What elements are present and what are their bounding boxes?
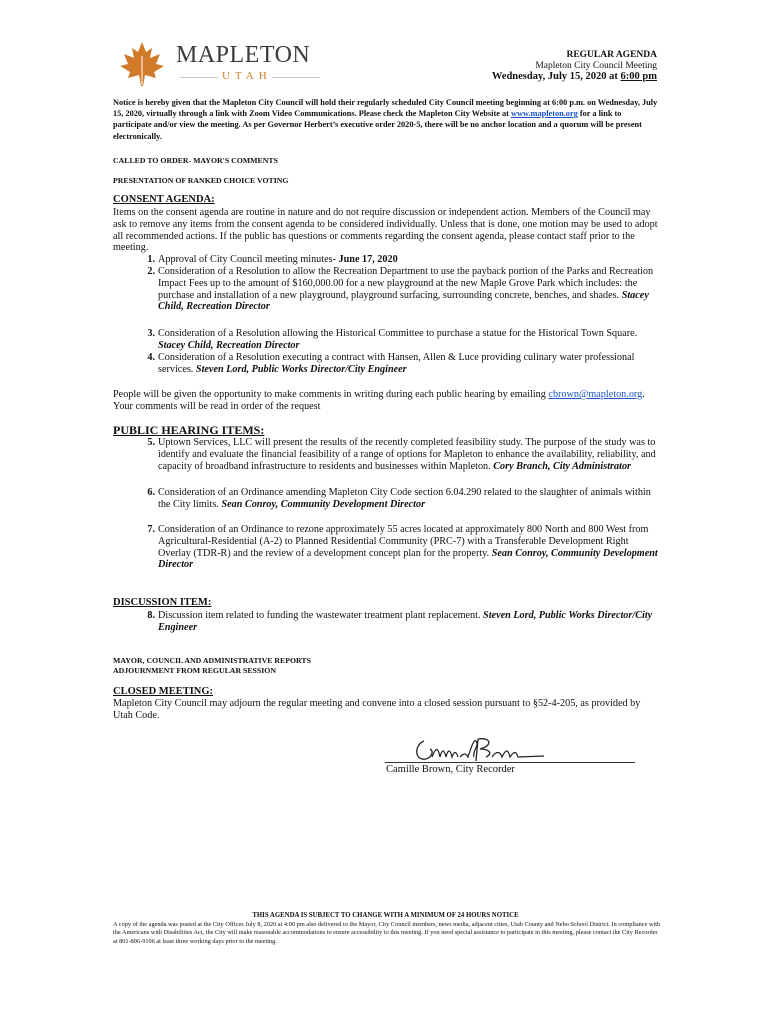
item-description: Consideration of a Resolution allowing the Historical Committee to purchase a statue for the Historical Town Square.: [158, 328, 638, 339]
notice-text-after: for a link to participate and/or view the meeting. As per Governor Herbert’s executive order 2020-5, there will be no anchor location and a quorum will be present electronically.: [113, 109, 642, 141]
item-text: [158, 352, 658, 376]
item-presenter: Steven Lord, Public Works Director/City Engineer: [195, 363, 407, 375]
item-description: Consideration of an Ordinance to rezone approximately 55 acres located at approximately 800 North and 800 West from Agricultural-Residential (A-2) to Planned Residential Community (PRC-7) with a Transferable Development Right Overlay (TDR-R) and the review of a development concept plan for the property.: [158, 524, 649, 559]
item-text: [158, 254, 658, 266]
item-description: Consideration of a Resolution to allow the Recreation Department to use the payback portion of the Parks and Recreation Impact Fees up to the amount of $160,000.00 for a new playground at the new Maple Grove Park which includes: the purchase and installation of a new playground, playground surfacing, surrounding concrete, benches, and shades.: [158, 266, 654, 301]
item-description: Discussion item related to funding the wastewater treatment plant replacement.: [158, 610, 484, 621]
comments-text-after: . Your comments will be read in order of the request: [113, 389, 645, 412]
item-text: [158, 487, 658, 511]
maple-leaf-icon: [112, 40, 172, 88]
public-hearing-heading: PUBLIC HEARING ITEMS:: [113, 423, 265, 437]
closed-meeting-text: Mapleton City Council may adjourn the regular meeting and convene into a closed session pursuant to §52-4-205, as provided by Utah Code.: [113, 698, 641, 721]
mapleton-logo: [112, 40, 327, 90]
meeting-date: [492, 71, 657, 82]
comments-text-before: People will be given the opportunity to make comments in writing during each public hearing by emailing: [113, 389, 549, 400]
item-number: 8.: [147, 610, 155, 621]
website-link[interactable]: www.mapleton.org: [510, 109, 578, 119]
item-date: June 17, 2020: [338, 254, 398, 265]
item-presenter: Sean Conroy, Community Development Director: [221, 498, 426, 510]
presentation-heading: PRESENTATION OF RANKED CHOICE VOTING: [113, 176, 289, 185]
logo-rule-left: [180, 77, 218, 78]
consent-agenda-heading: CONSENT AGENDA:: [113, 194, 215, 205]
item-description: Approval of City Council meeting minutes-: [158, 254, 339, 265]
meeting-time: 6:00 pm: [620, 71, 657, 82]
item-number: 7.: [147, 524, 155, 535]
meeting-notice: [113, 97, 661, 142]
item-presenter: Stacey Child, Recreation Director: [158, 339, 300, 351]
item-number: 5.: [147, 437, 155, 448]
item-presenter: Cory Branch, City Administrator: [493, 460, 631, 472]
comments-note: [113, 389, 658, 413]
item-text: [158, 328, 658, 352]
item-number: 1.: [147, 254, 155, 265]
city-recorder: Camille Brown, City Recorder: [386, 764, 515, 775]
item-number: 3.: [147, 328, 155, 339]
agenda-subtitle: Mapleton City Council Meeting: [535, 61, 657, 71]
discussion-heading: DISCUSSION ITEM:: [113, 597, 212, 608]
item-presenter: Steven Lord, Public Works Director/City Engineer: [158, 610, 653, 633]
meeting-date-prefix: Wednesday, July 15, 2020 at: [491, 71, 621, 82]
closed-meeting-heading: CLOSED MEETING:: [113, 686, 214, 697]
item-text: [158, 437, 658, 472]
notice-text-before: Notice is hereby given that the Mapleton City Council will hold their regularly scheduled City Council meeting beginning at 6:00 p.m. on Wednesday, July 15, 2020, virtually through a link with Zoom Video Communications. Please check the Mapleton City Website at: [113, 98, 658, 119]
item-text: [158, 610, 658, 634]
recorder-email-link[interactable]: cbrown@mapleton.org: [548, 389, 643, 400]
item-description: Consideration of an Ordinance amending Mapleton City Code section 6.04.290 related to the slaughter of animals within the City limits.: [158, 487, 651, 510]
reports-heading: MAYOR, COUNCIL AND ADMINISTRATIVE REPORTS: [113, 656, 311, 665]
called-to-order: CALLED TO ORDER- MAYOR'S COMMENTS: [113, 156, 278, 165]
logo-rule-right: [272, 77, 320, 78]
item-description: Uptown Services, LLC will present the results of the recently completed feasibility study. The purpose of the study was to identify and evaluate the financial feasibility of a range of options for Mapleton to enhance the availability, reliability, and capacity of broadband infrastructure to residents and businesses within Mapleton.: [158, 437, 656, 472]
item-presenter: Stacey Child, Recreation Director: [158, 289, 649, 313]
signature-line: [385, 762, 635, 763]
item-number: 6.: [147, 487, 155, 498]
item-number: 4.: [147, 352, 155, 363]
handwritten-signature: [410, 735, 550, 765]
logo-name: MAPLETON: [176, 42, 311, 68]
item-number: 2.: [147, 266, 155, 277]
item-text: [158, 524, 658, 571]
logo-state: UTAH: [222, 70, 272, 82]
consent-agenda-intro: Items on the consent agenda are routine in nature and do not require discussion or independent action. Members of the Council may ask to remove any items from the consent agenda to be considered individually. Unless that is done, one motion may be used to adopt all recommended actions. If the public has questions or comments regarding the consent agenda, please contact staff prior to the meeting.: [113, 207, 658, 254]
footer-heading: THIS AGENDA IS SUBJECT TO CHANGE WITH A MINIMUM OF 24 HOURS NOTICE: [252, 912, 519, 919]
item-description: Consideration of a Resolution executing a contract with Hansen, Allen & Luce providing culinary water professional services.: [158, 352, 635, 375]
adjournment-heading: ADJOURNMENT FROM REGULAR SESSION: [113, 666, 276, 675]
item-presenter: Sean Conroy, Community Development Director: [158, 547, 658, 571]
agenda-title: REGULAR AGENDA: [566, 50, 657, 60]
footer-text: A copy of the agenda was posted at the City Offices July 8, 2020 at 4:00 pm also delivered to the Mayor, City Council members, news media, adjacent cities, Utah County and Nebo School District. In compliance with the Americans with Disabilities Act, the City will make reasonable accommodations to ensure accessibility to this meeting. If you need special assistance to participate in this meeting, please contact the City Recorder at 801-806-9106 at least three working days prior to the meeting.: [113, 921, 661, 945]
item-text: [158, 266, 658, 313]
